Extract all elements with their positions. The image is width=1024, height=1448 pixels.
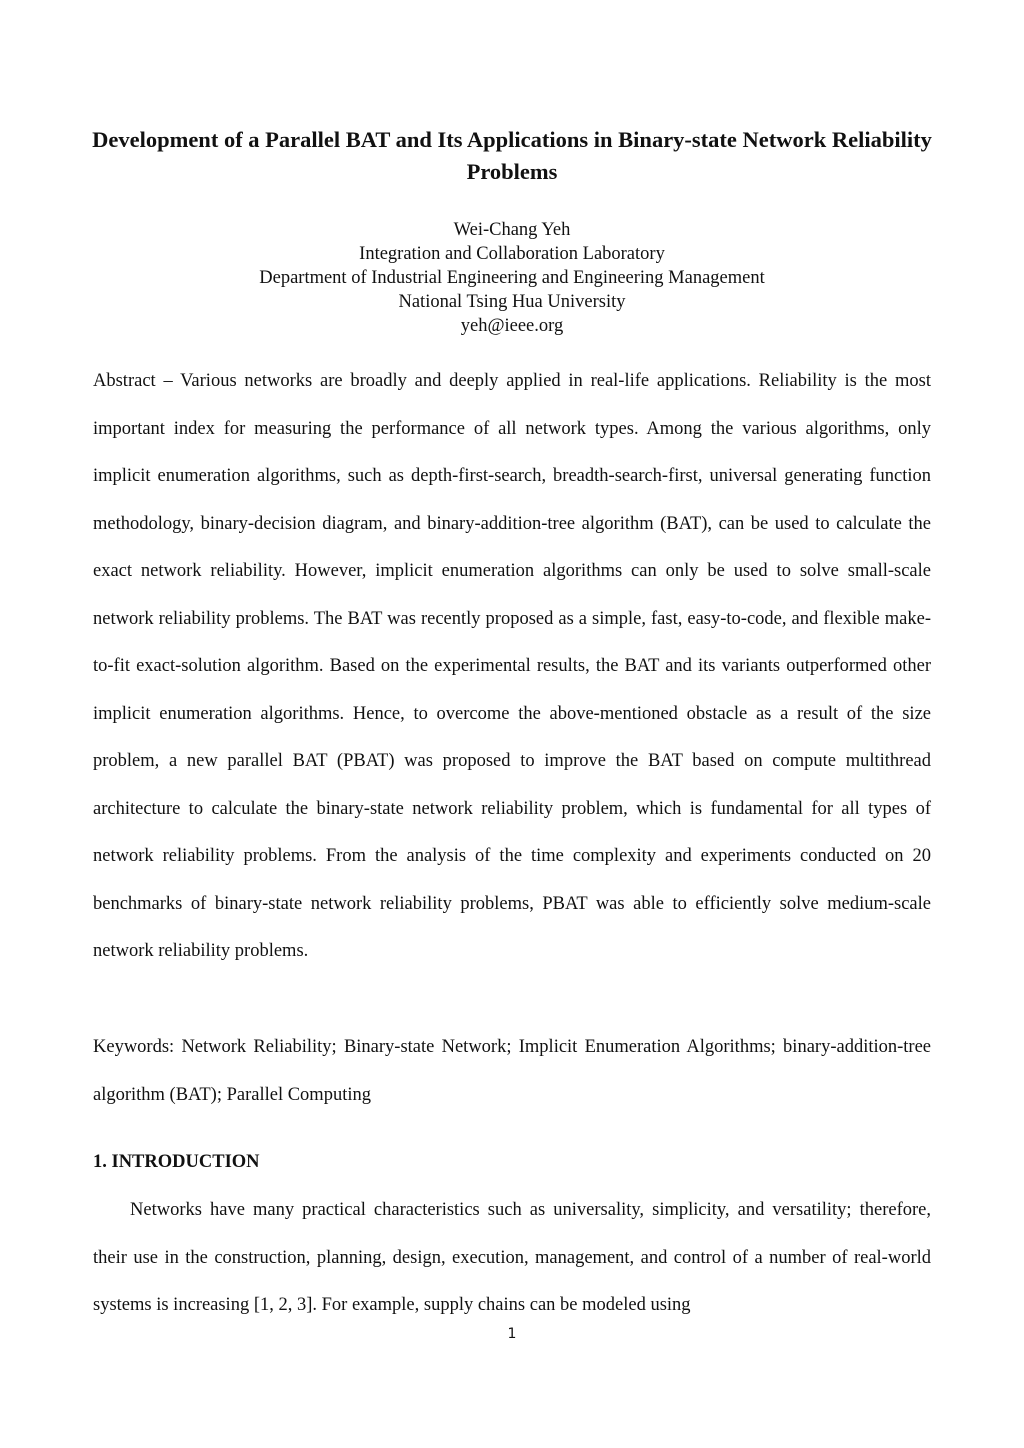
keywords-paragraph: Keywords: Network Reliability; Binary-state Network; Implicit Enumeration Algorithms; binary-addition-tree algorithm (BAT); Parallel Computing bbox=[93, 1037, 931, 1105]
abstract-paragraph: Abstract – Various networks are broadly and deeply applied in real-life applications. Reliability is the most important index for measuring the performance of all network types. Among the various algorithms, only implicit enumeration algorithms, such as depth-first-search, breadth-search-first, universal generating function methodology, binary-decision diagram, and binary-addition-tree algorithm (BAT), can be used to calculate the exact network reliability. However, implicit enumeration algorithms can only be used to solve small-scale network reliability problems. The BAT was recently proposed as a simple, fast, easy-to-code, and flexible make-to-fit exact-solution algorithm. Based on the experimental results, the BAT and its variants outperformed other implicit enumeration algorithms. Hence, to overcome the above-mentioned obstacle as a result of the size problem, a new parallel BAT (PBAT) was proposed to improve the BAT based on compute multithread architecture to calculate the binary-state network reliability problem, which is fundamental for all types of network reliability problems. From the analysis of the time complexity and experiments conducted on 20 benchmarks of binary-state network reliability problems, PBAT was able to efficiently solve medium-scale network reliability problems. bbox=[93, 371, 931, 961]
author-email: yeh@ieee.org bbox=[460, 316, 564, 336]
section-heading-introduction: 1. INTRODUCTION bbox=[93, 1152, 260, 1172]
introduction-paragraph: Networks have many practical characteristics such as universality, simplicity, and versatility; therefore, their use in the construction, planning, design, execution, management, and control of a number of real-world systems is increasing [1, 2, 3]. For example, supply chains can be modeled using bbox=[93, 1200, 931, 1315]
affiliation-line: Department of Industrial Engineering and Engineering Management bbox=[259, 268, 765, 288]
author-block bbox=[80, 218, 944, 338]
paper-title: Development of a Parallel BAT and Its Applications in Binary-state Network Reliability Problems bbox=[92, 127, 932, 184]
affiliation-line: Integration and Collaboration Laboratory bbox=[359, 244, 665, 264]
page-number: 1 bbox=[507, 1326, 517, 1342]
affiliation-line: National Tsing Hua University bbox=[398, 292, 626, 312]
author-name: Wei-Chang Yeh bbox=[453, 220, 571, 240]
